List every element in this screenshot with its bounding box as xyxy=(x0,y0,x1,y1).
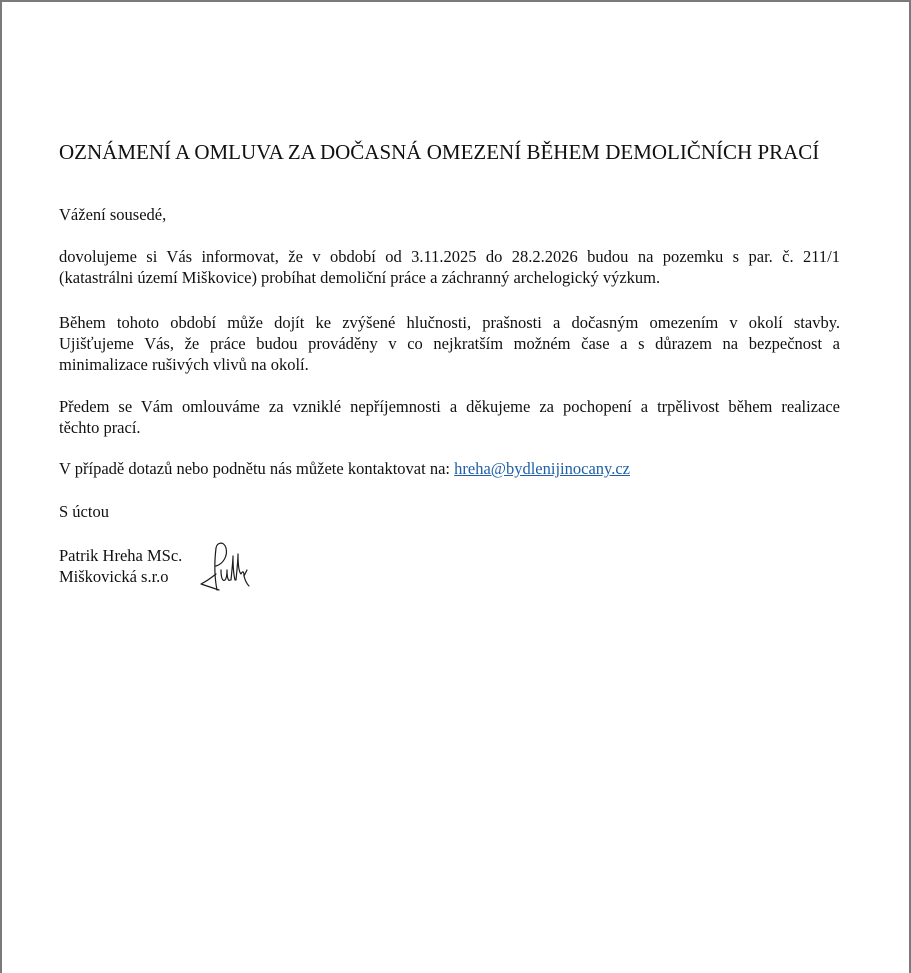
handwritten-signature xyxy=(197,540,253,594)
document-title: OZNÁMENÍ A OMLUVA ZA DOČASNÁ OMEZENÍ BĚHEM DEMOLIČNÍCH PRACÍ xyxy=(59,140,820,164)
paragraph-restrictions xyxy=(59,312,840,375)
closing: S úctou xyxy=(59,502,109,521)
email-link[interactable]: hreha@bydlenijinocany.cz xyxy=(454,459,630,478)
paragraph-line: minimalizace rušivých vlivů na okolí. xyxy=(59,355,309,374)
signature-block xyxy=(59,545,840,587)
signatory-name: Patrik Hreha MSc. xyxy=(59,546,183,565)
paragraph-line: (katastrálni území Miškovice) probíhat demoliční práce a záchranný archelogický výzkum. xyxy=(59,268,661,287)
contact-text: V případě dotazů nebo podnětu nás můžete kontaktovat na: xyxy=(59,459,455,478)
paragraph-line: Během tohoto období může dojít ke zvýšené hlučnosti, prašnosti a dočasným omezením v okolí stavby. xyxy=(59,313,840,332)
paragraph-contact xyxy=(59,458,840,479)
signatory-company: Miškovická s.r.o xyxy=(59,567,169,586)
paragraph-apology xyxy=(59,396,840,438)
paragraph-line: Předem se Vám omlouváme za vzniklé nepříjemnosti a děkujeme za pochopení a trpělivost během realizace xyxy=(59,397,840,416)
paragraph-schedule xyxy=(59,246,840,288)
paragraph-line: Ujišťujeme Vás, že práce budou prováděny v co nejkratším možném čase a s důrazem na bezpečnost a xyxy=(59,334,840,353)
paragraph-line: těchto prací. xyxy=(59,418,141,437)
greeting: Vážení sousedé, xyxy=(59,205,167,224)
paragraph-line: dovolujeme si Vás informovat, že v období od 3.11.2025 do 28.2.2026 budou na pozemku s par. č. 211/1 xyxy=(59,247,840,266)
